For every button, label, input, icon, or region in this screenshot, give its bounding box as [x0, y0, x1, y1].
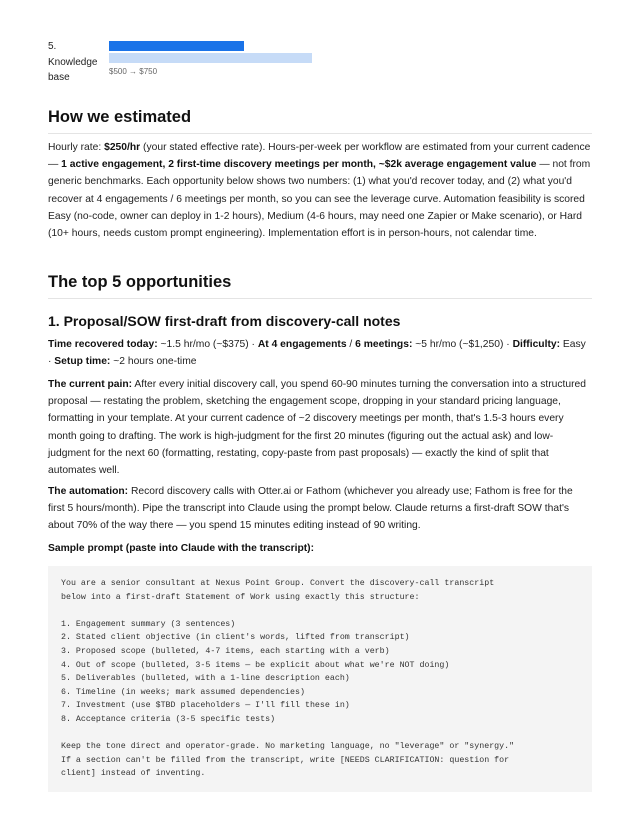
bar-range-label: $500 → $750 — [109, 67, 158, 76]
current-value-bar — [109, 41, 244, 51]
current-pain-paragraph: The current pain: After every initial discovery call, you spend 60-90 minutes turning the conversation into a structured proposal — restating the problem, sketching the engagement scope, dropping in your standard pricing language, formatting in your template. At your current cadence of ~2 discovery meetings per month, that's 1.5-3 hours every month going to drafting. The work is high-judgment for the first 20 minutes (figuring out the actual ask) and low-judgment for the next 60 (formatting, restating, copy-paste from past proposals) — exactly the kind of split that automates well. — [48, 379, 586, 477]
sample-prompt-code-block[interactable]: You are a senior consultant at Nexus Point Group. Convert the discovery-call transcript below into a first-draft Statement of Work using exactly this structure: 1. Engagement summary (3 sentences) 2. Stated client objective (in client's words, lifted from transcript) 3. Proposed scope (bulleted, 4-7 items, each starting with a verb) 4. Out of scope (bulleted, 3-5 items — be explicit about what we're NOT doing) 5. Deliverables (bulleted, with a 1-line description each) 6. Timeline (in weeks; mark assumed dependencies) 7. Investment (use $TBD placeholders — I'll fill these in) 8. Acceptance criteria (3-5 specific tests) Keep the tone direct and operator-grade. No marketing language, no "leverage" or "synergy." If a section can't be filled from the transcript, write [NEEDS CLARIFICATION: question for client] instead of inventing. — [48, 566, 592, 792]
estimation-paragraph: Hourly rate: $250/hr (your stated effective rate). Hours-per-week per workflow are estimated from your current cadence — 1 active engagement, 2 first-time discovery meetings per month, ~$2k average engagement value — not from generic benchmarks. Each opportunity below shows two numbers: (1) what you'd recover today, and (2) what you'd recover at 4 engagements / 6 meetings per month, so you can see the leverage curve. Automation feasibility is scored Easy (no-code, owner can deploy in 1-2 hours), Medium (4-6 hours, may need one Zapier or Make scenario), or Hard (10+ hours, needs custom prompt engineering). Implementation effort is in person-hours, not calendar time. — [48, 142, 591, 240]
section-heading-how-we-estimated: How we estimated — [48, 108, 192, 126]
bar-label: 5. Knowledge base — [48, 41, 98, 83]
sample-prompt-label: Sample prompt (paste into Claude with the transcript): — [48, 543, 315, 554]
section-heading-top-opportunities: The top 5 opportunities — [48, 273, 232, 291]
section-divider — [48, 298, 592, 299]
scaled-value-bar — [109, 53, 312, 63]
opportunity-title: 1. Proposal/SOW first-draft from discovery-call notes — [48, 313, 401, 329]
section-divider — [48, 133, 592, 134]
opportunity-metrics: Time recovered today: ~1.5 hr/mo (~$375) · At 4 engagements / 6 meetings: ~5 hr/mo (~$1,250) · Difficulty: Easy · Setup time: ~2 hours one-time — [48, 339, 586, 368]
automation-paragraph: The automation: Record discovery calls with Otter.ai or Fathom (whichever you already use; Fathom is free for the first 5 hours/month). Pipe the transcript into Claude using the prompt below. Claude returns a first-draft SOW that's about 70% of the way there — you spend 15 minutes editing instead of 90 writing. — [48, 486, 573, 532]
knowledge-base-bar-row — [48, 37, 608, 87]
